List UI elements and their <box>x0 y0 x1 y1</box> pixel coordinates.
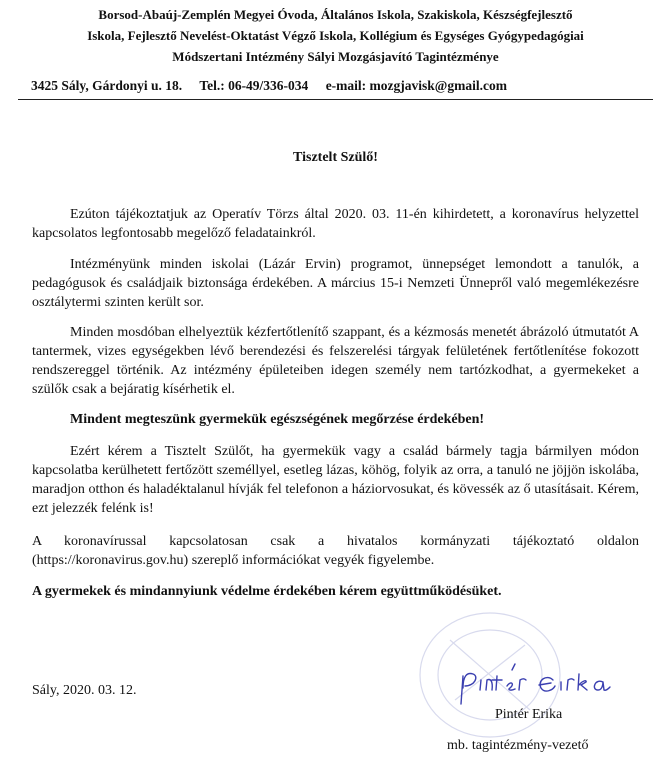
institution-name-line-1: Borsod-Abaúj-Zemplén Megyei Óvoda, Általános Iskola, Szakiskola, Készségfejlesztő <box>98 7 573 22</box>
email: e-mail: mozgjavisk@gmail.com <box>325 78 507 93</box>
paragraph-1: Ezúton tájékoztatjuk az Operatív Törzs által 2020. 03. 11-én kihirdetett, a koronavírus helyzettel kapcsolatos legfontosabb megelőző feladatainkról. <box>32 207 639 241</box>
paragraph-6: A koronavírussal kapcsolatosan csak a hivatalos kormányzati tájékoztató oldalon (https://koronavirus.gov.hu) szereplő információkat vegyék figyelembe. <box>32 534 639 568</box>
signature-icon <box>455 658 635 710</box>
paragraph-3: Minden mosdóban elhelyeztük kézfertőtlenítő szappant, és a kézmosás menetét ábrázoló útmutatót A tantermek, vizes egységekben lévő berendezési és felszerelési tárgyak felületének fertőtlenítése fokozott rendszereggel történik. Az intézmény épületeiben idegen személy nem tartózkodhat, a gyermekeket a szülők csak a bejáratig kísérhetik el. <box>32 325 639 397</box>
signatory-name: Pintér Erika <box>495 707 563 722</box>
paragraph-5: Ezért kérem a Tisztelt Szülőt, ha gyermekük vagy a család bármely tagja bármilyen módon kapcsolatba kerülhetett fertőzött személlyel, esetleg lázas, köhög, folyik az orra, a tanuló ne jöjjön iskolába, maradjon otthon és haladéktalanul hívják fel telefonon a háziorvosukat, és kövessék az ő utasításait. Kérem, ezt jelezzék felénk is! <box>32 444 639 516</box>
institution-name-line-3: Módszertani Intézmény Sályi Mozgásjavító Tagintézménye <box>172 49 499 64</box>
header-divider <box>18 99 653 100</box>
contact-line <box>31 78 521 94</box>
paragraph-2: Intézményünk minden iskolai (Lázár Ervin) programot, ünnepséget lemondott a tanulók, a pedagógusok és családjaik biztonsága érdekében. A március 15-i Nemzeti Ünnepről való megemlékezésre osztálytermi szinten került sor. <box>32 257 639 310</box>
institution-name-line-2: Iskola, Fejlesztő Nevelést-Oktatást Végző Iskola, Kollégium és Egységes Gyógypedagógiai <box>87 28 584 43</box>
address: 3425 Sály, Gárdonyi u. 18. <box>31 78 183 93</box>
phone: Tel.: 06-49/336-034 <box>199 78 309 93</box>
salutation: Tisztelt Szülő! <box>293 150 378 165</box>
paragraph-7-emphasis: A gyermekek és mindannyiunk védelme érdekében kérem együttműködésüket. <box>32 584 502 599</box>
signatory-role: mb. tagintézmény-vezető <box>447 738 589 753</box>
paragraph-4-emphasis: Mindent megteszünk gyermekük egészségének megőrzése érdekében! <box>70 412 485 427</box>
place-and-date: Sály, 2020. 03. 12. <box>32 683 137 698</box>
